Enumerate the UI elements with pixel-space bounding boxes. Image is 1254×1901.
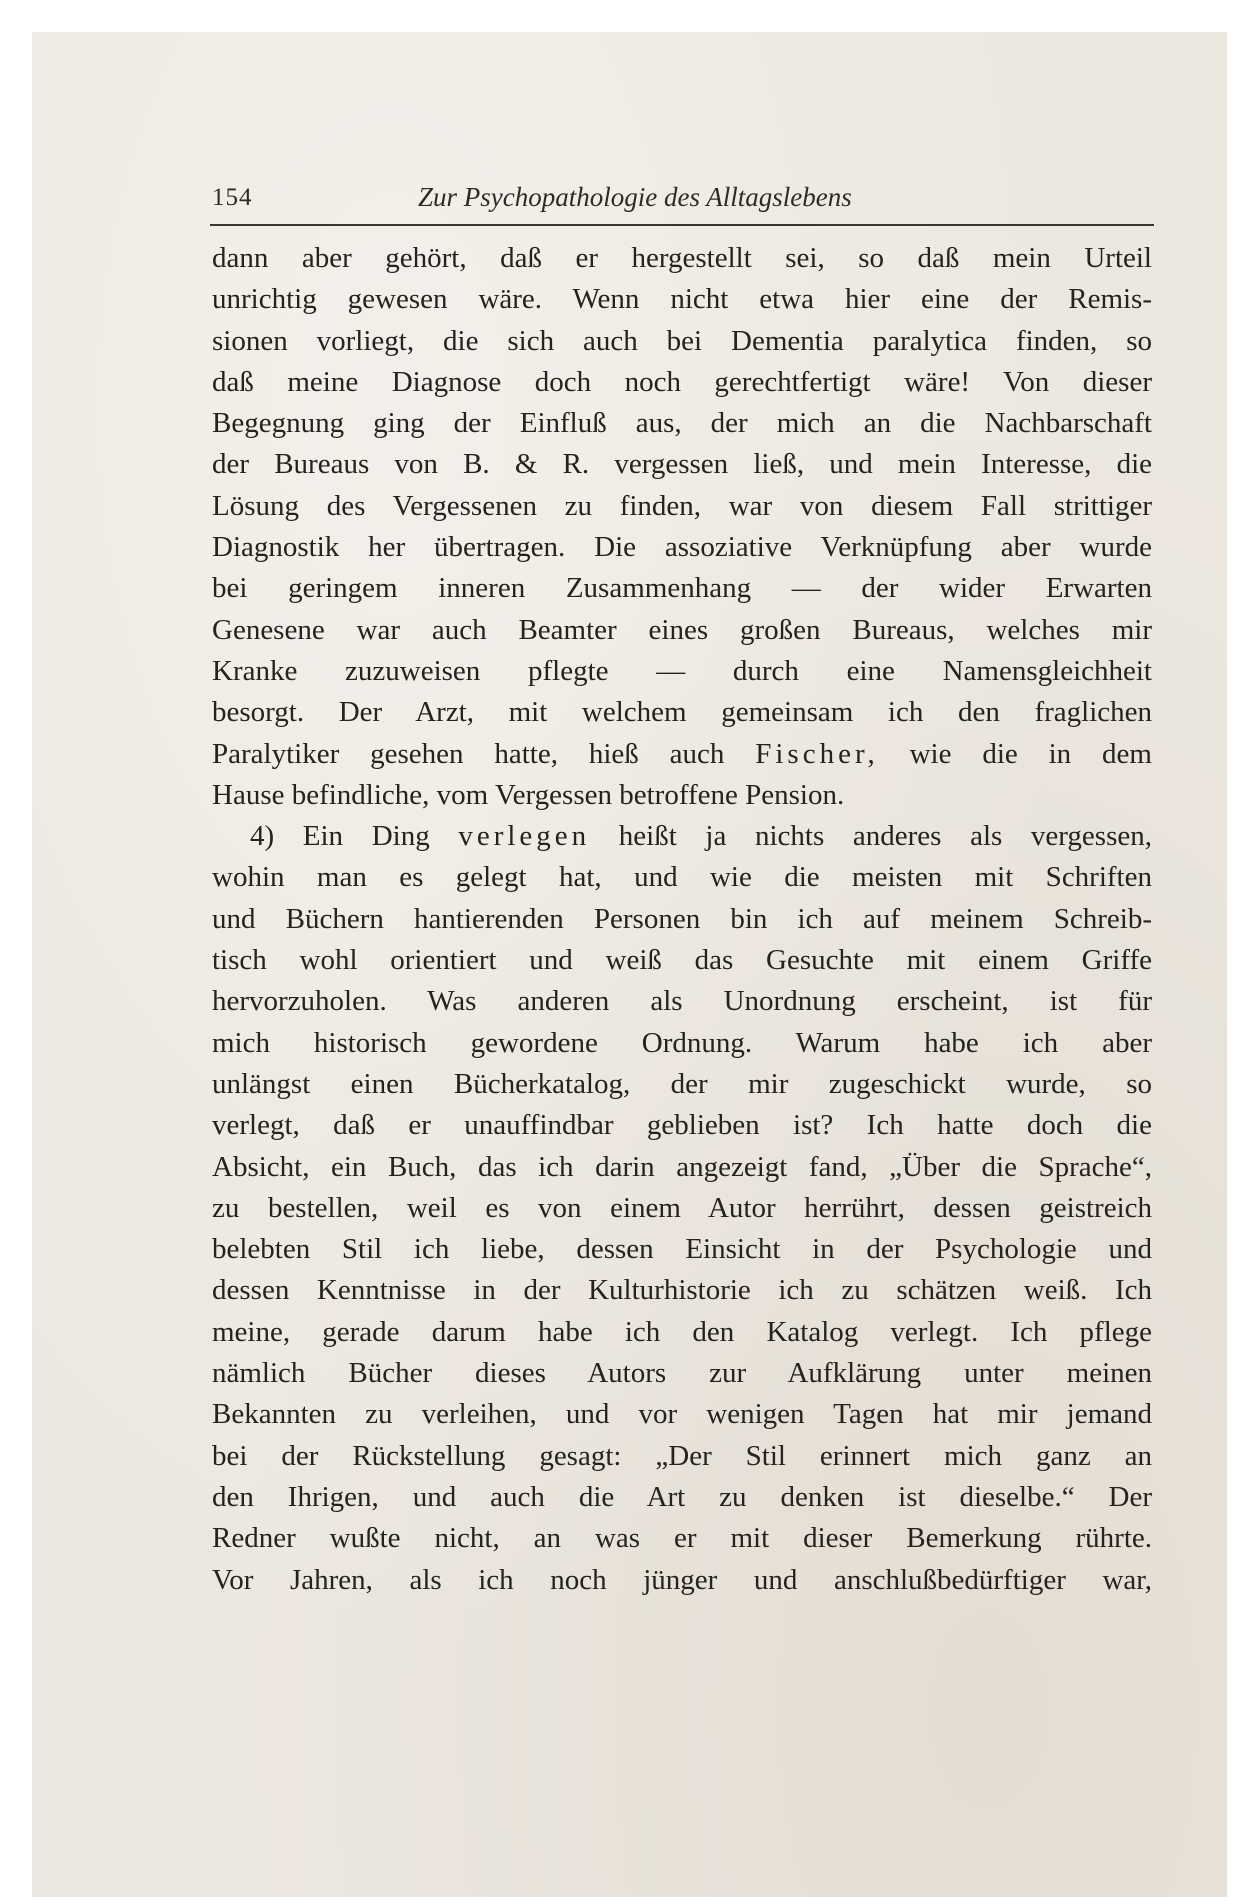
page-header bbox=[212, 180, 1152, 220]
header-rule bbox=[210, 224, 1154, 226]
text-line: belebten Stil ich liebe, dessen Einsicht in der Psychologie und bbox=[212, 1233, 1152, 1266]
text-line: dessen Kenntnisse in der Kulturhistorie ich zu schätzen weiß. Ich bbox=[212, 1274, 1152, 1307]
text-line: meine, gerade darum habe ich den Katalog verlegt. Ich pflege bbox=[212, 1315, 1152, 1348]
body-text bbox=[212, 238, 1152, 1601]
text-line: und Büchern hantierenden Personen bin ich auf meinem Schreib- bbox=[212, 902, 1152, 935]
text-run: 4) Ein Ding bbox=[250, 820, 459, 853]
page-number: 154 bbox=[212, 184, 253, 211]
text-line: sionen vorliegt, die sich auch bei Dementia paralytica finden, so bbox=[212, 324, 1152, 357]
text-line: den Ihrigen, und auch die Art zu denken ist dieselbe.“ Der bbox=[212, 1480, 1152, 1513]
text-run: heißt ja nichts anderes als vergessen, bbox=[590, 820, 1152, 853]
text-line: Bekannten zu verleihen, und vor wenigen Tagen hat mir jemand bbox=[212, 1398, 1152, 1431]
text-line: Vor Jahren, als ich noch jünger und anschlußbedürftiger war, bbox=[212, 1563, 1152, 1596]
paragraph-start-line bbox=[212, 816, 1152, 857]
text-line bbox=[212, 734, 1152, 775]
text-line: zu bestellen, weil es von einem Autor herrührt, dessen geistreich bbox=[212, 1191, 1152, 1224]
text-line: besorgt. Der Arzt, mit welchem gemeinsam ich den fraglichen bbox=[212, 696, 1152, 729]
text-line: nämlich Bücher dieses Autors zur Aufklärung unter meinen bbox=[212, 1357, 1152, 1390]
text-run: Paralytiker gesehen hatte, hieß auch bbox=[212, 737, 756, 770]
text-line: bei geringem inneren Zusammenhang — der wider Erwarten bbox=[212, 572, 1152, 605]
text-line: hervorzuholen. Was anderen als Unordnung erscheint, ist für bbox=[212, 985, 1152, 1018]
text-line: bei der Rückstellung gesagt: „Der Stil erinnert mich ganz an bbox=[212, 1439, 1152, 1472]
text-line: dann aber gehört, daß er hergestellt sei, so daß mein Urteil bbox=[212, 242, 1152, 274]
text-line: unrichtig gewesen wäre. Wenn nicht etwa hier eine der Remis- bbox=[212, 283, 1152, 316]
text-line: unlängst einen Bücherkatalog, der mir zugeschickt wurde, so bbox=[212, 1067, 1152, 1100]
text-line: Absicht, ein Buch, das ich darin angezeigt fand, „Über die Sprache“, bbox=[212, 1150, 1152, 1183]
text-line: daß meine Diagnose doch noch gerechtfertigt wäre! Von dieser bbox=[212, 365, 1152, 398]
text-line: Hause befindliche, vom Vergessen betroffene Pension. bbox=[212, 778, 845, 811]
text-line: verlegt, daß er unauffindbar geblieben ist? Ich hatte doch die bbox=[212, 1109, 1152, 1142]
text-line: Begegnung ging der Einfluß aus, der mich an die Nachbarschaft bbox=[212, 407, 1152, 440]
text-run: wie die in dem bbox=[878, 737, 1152, 770]
text-line: der Bureaus von B. & R. vergessen ließ, und mein Interesse, die bbox=[212, 448, 1152, 481]
text-line: Genesene war auch Beamter eines großen Bureaus, welches mir bbox=[212, 613, 1152, 646]
text-line: Redner wußte nicht, an was er mit dieser Bemerkung rührte. bbox=[212, 1522, 1152, 1555]
running-title: Zur Psychopathologie des Alltagslebens bbox=[418, 182, 852, 212]
spaced-name: Fischer, bbox=[755, 737, 879, 770]
text-line: wohin man es gelegt hat, und wie die meisten mit Schriften bbox=[212, 861, 1152, 894]
text-line: Diagnostik her übertragen. Die assoziative Verknüpfung aber wurde bbox=[212, 531, 1152, 564]
text-line: Kranke zuzuweisen pflegte — durch eine Namensgleichheit bbox=[212, 654, 1152, 687]
text-line: mich historisch gewordene Ordnung. Warum habe ich aber bbox=[212, 1026, 1152, 1059]
spaced-term: verlegen bbox=[458, 820, 591, 853]
text-line: Lösung des Vergessenen zu finden, war von diesem Fall strittiger bbox=[212, 489, 1152, 522]
text-line: tisch wohl orientiert und weiß das Gesuchte mit einem Griffe bbox=[212, 944, 1152, 977]
